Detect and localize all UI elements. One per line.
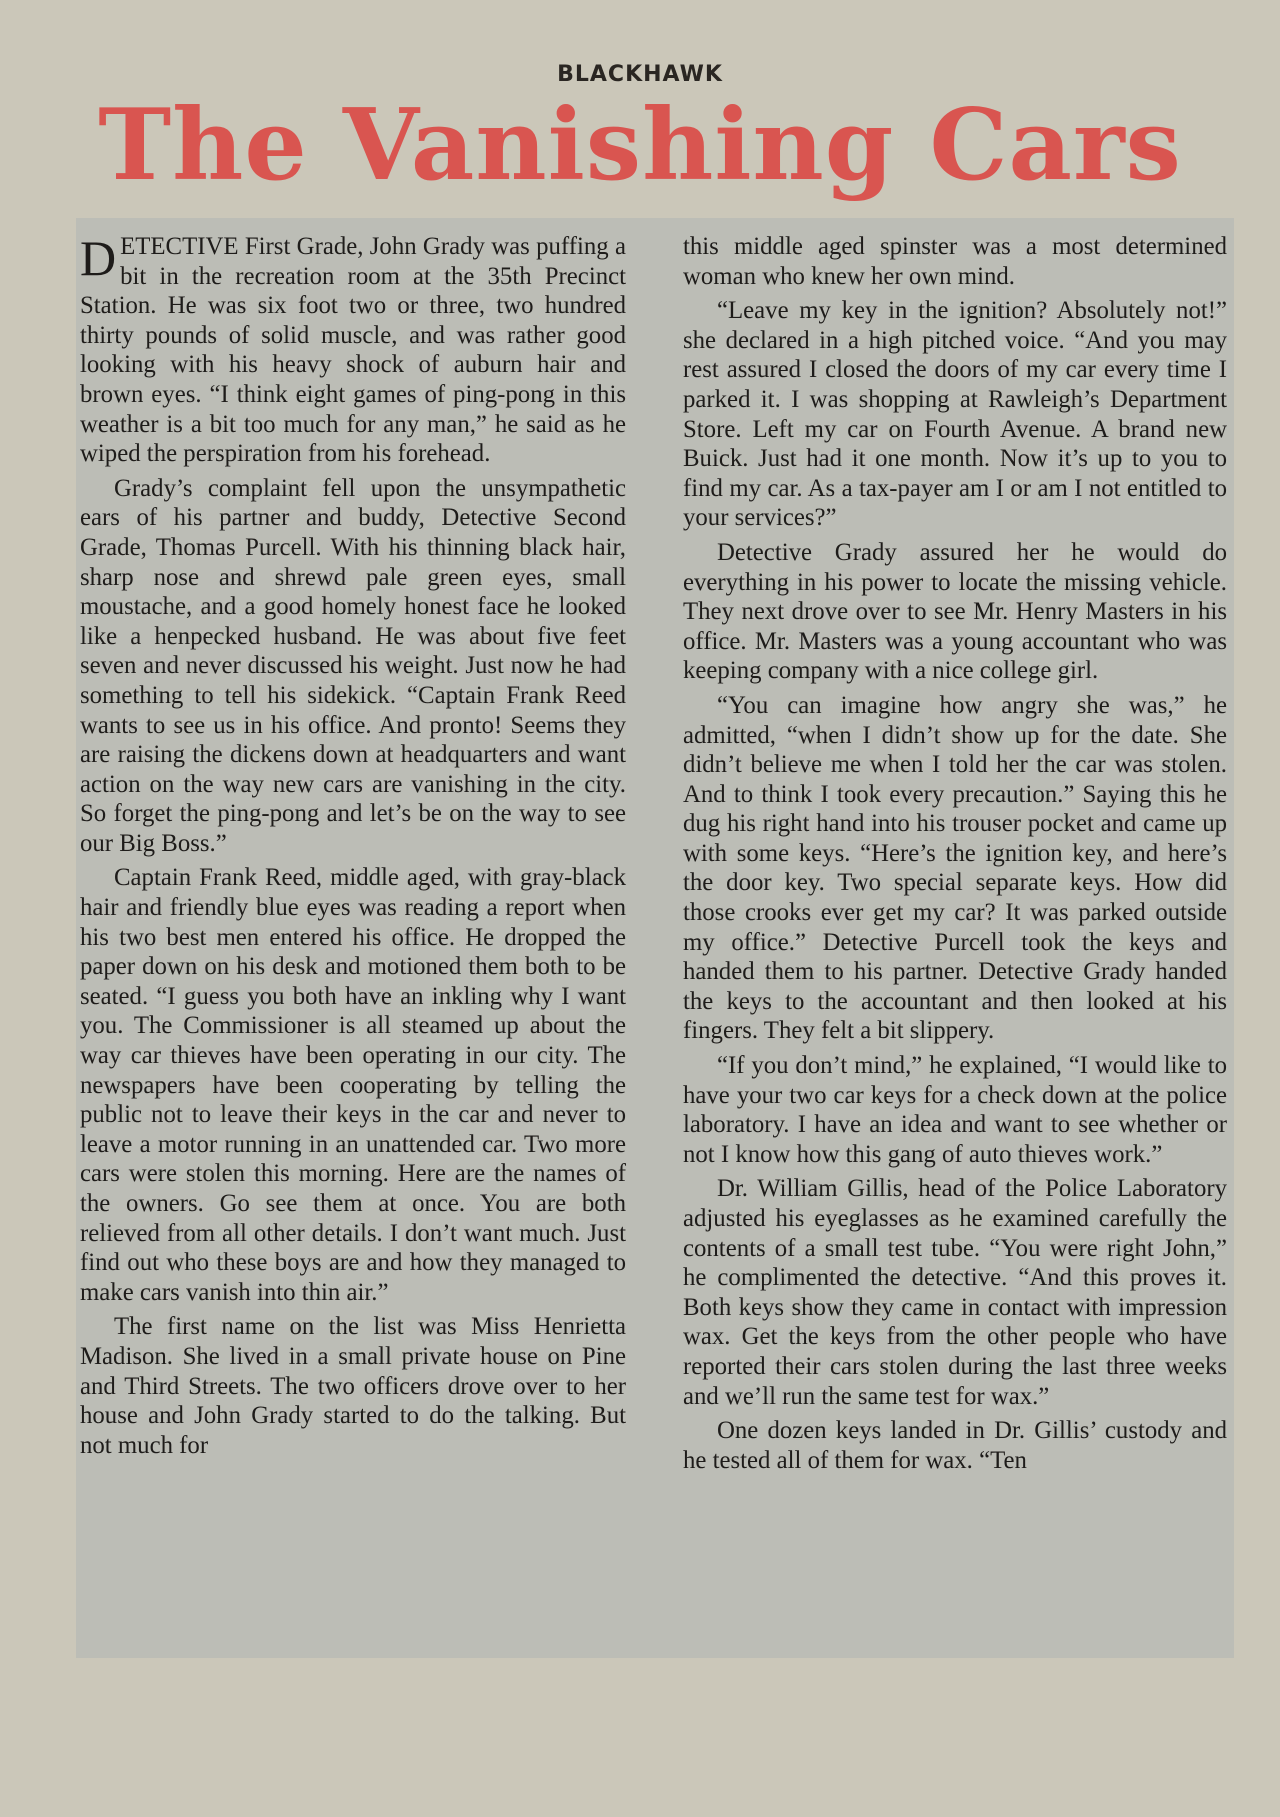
paragraph-1-text: ETECTIVE First Grade, John Grady was puffing a bit in the recreation room at the 35th Precinct Station. He was six foot two or three, two hundred thirty pounds of solid muscle, and was rather good looking with his heavy shock of auburn hair and brown eyes. “I think eight games of ping-pong in this weather is a bit too much for any man,” he said as he wiped the perspiration from his forehead. (80, 233, 626, 468)
running-head: BLACKHAWK (557, 62, 723, 87)
paragraph-6: “Leave my key in the ignition? Absolutely not!” she declared in a high pitched voice. “And you may rest assured I closed the doors of my car every time I parked it. I was shopping at Rawleigh’s Department Store. Left my car on Fourth Avenue. A brand new Buick. Just had it one month. Now it’s up to you to find my car. As a tax-payer am I or am I not entitled to your services?” (683, 297, 1227, 532)
right-column (683, 232, 1227, 1480)
left-column (80, 232, 626, 1465)
story-title: The Vanishing Cars (98, 88, 1182, 203)
paragraph-9: “If you don’t mind,” he explained, “I would like to have your two car keys for a check down at the police laboratory. I have an idea and want to see whether or not I know how this gang of auto thieves work.” (683, 1052, 1227, 1168)
paragraph-11: One dozen keys landed in Dr. Gillis’ custody and he tested all of them for wax. “Ten (683, 1417, 1227, 1474)
paragraph-8: “You can imagine how angry she was,” he admitted, “when I didn’t show up for the date. She didn’t believe me when I told her the car was stolen. And to think I took every precaution.” Saying this he dug his right hand into his trouser pocket and came up with some keys. “Here’s the ignition key, and here’s the door key. Two special separate keys. How did those crooks ever get my car? It was parked outside my office.” Detective Purcell took the keys and handed them to his partner. Detective Grady handed the keys to the accountant and then looked at his fingers. They felt a bit slippery. (683, 691, 1227, 1045)
paragraph-10: Dr. William Gillis, head of the Police Laboratory adjusted his eyeglasses as he examined carefully the contents of a small test tube. “You were right John,” he complimented the detective. “And this proves it. Both keys show they came in contact with impression wax. Get the keys from the other people who have reported their cars stolen during the last three weeks and we’ll run the same test for wax.” (683, 1175, 1227, 1410)
paragraph-5-continued: this middle aged spinster was a most determined woman who knew her own mind. (683, 233, 1227, 290)
drop-cap: D (80, 230, 117, 286)
paragraph-2: Grady’s complaint fell upon the unsympathetic ears of his partner and buddy, Detective Second Grade, Thomas Purcell. With his thinning black hair, sharp nose and shrewd pale green eyes, small moustache, and a good homely honest face he looked like a henpecked husband. He was about five feet seven and never discussed his weight. Just now he had something to tell his sidekick. “Captain Frank Reed wants to see us in his office. And pronto! Seems they are raising the dickens down at headquarters and want action on the way new cars are vanishing in the city. So forget the ping-pong and let’s be on the way to see our Big Boss.” (80, 474, 626, 857)
paragraph-3: Captain Frank Reed, middle aged, with gray-black hair and friendly blue eyes was reading a report when his two best men entered his office. He dropped the paper down on his desk and motioned them both to be seated. “I guess you both have an inkling why I want you. The Commissioner is all steamed up about the way car thieves have been operating in our city. The newspapers have been cooperating by telling the public not to leave their keys in the car and never to leave a motor running in an unattended car. Two more cars were stolen this morning. Here are the names of the owners. Go see them at once. You are both relieved from all other details. I don’t want much. Just find out who these boys are and how they managed to make cars vanish into thin air.” (80, 864, 626, 1306)
paragraph-1 (80, 232, 626, 469)
paragraph-4: The first name on the list was Miss Henrietta Madison. She lived in a small private house on Pine and Third Streets. The two officers drove over to her house and John Grady started to do the talking. But not much for (80, 1313, 626, 1459)
paragraph-7: Detective Grady assured her he would do everything in his power to locate the missing vehicle. They next drove over to see Mr. Henry Masters in his office. Mr. Masters was a young accountant who was keeping company with a nice college girl. (683, 538, 1227, 685)
